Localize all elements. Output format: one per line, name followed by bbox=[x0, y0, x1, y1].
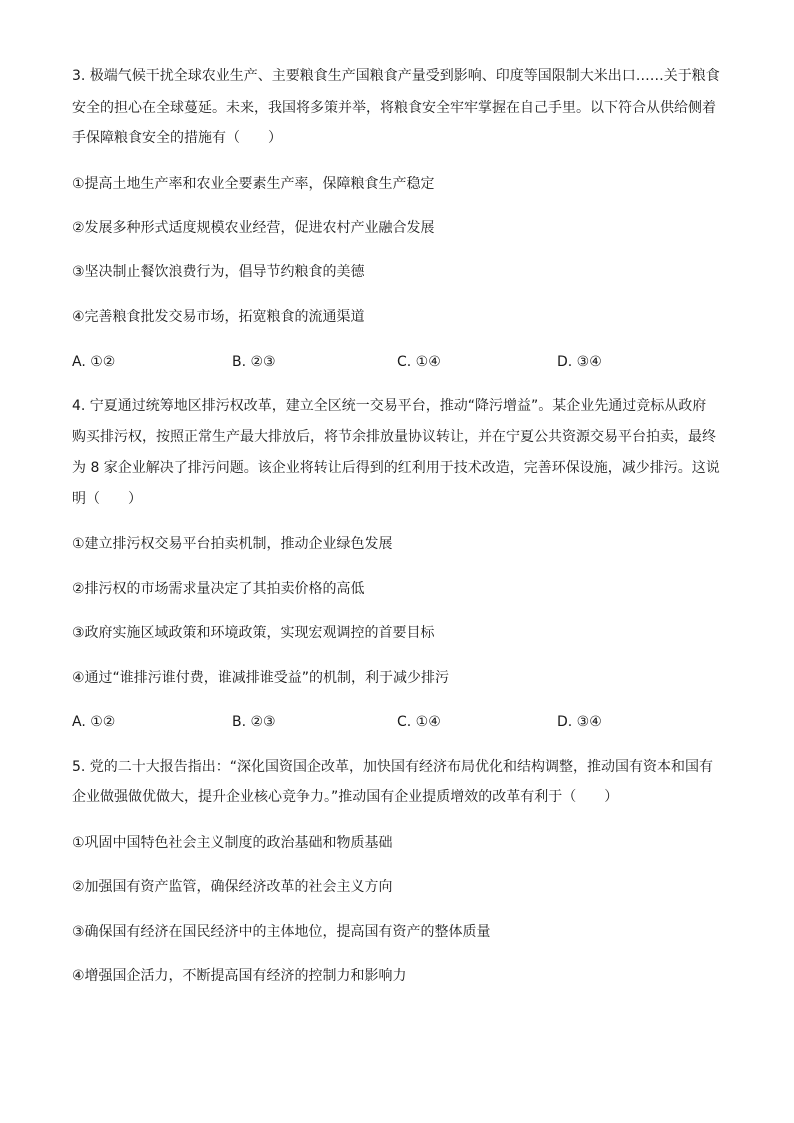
question-3-statement-1: ①提高土地生产率和农业全要素生产率，保障粮食生产稳定 bbox=[72, 176, 435, 192]
question-4-stem-line-4: 明（ ） bbox=[72, 491, 142, 507]
question-3-stem-line-3: 手保障粮食安全的措施有（ ） bbox=[72, 130, 282, 146]
question-3-statement-3: ③坚决制止餐饮浪费行为，倡导节约粮食的美德 bbox=[72, 264, 365, 280]
question-3-statement-2: ②发展多种形式适度规模农业经营，促进农村产业融合发展 bbox=[72, 220, 435, 236]
question-4-option-d: D. ③④ bbox=[557, 714, 602, 730]
question-5-statement-4: ④增强国企活力，不断提高国有经济的控制力和影响力 bbox=[72, 968, 407, 984]
question-3-option-b: B. ②③ bbox=[232, 354, 276, 370]
question-4-option-a: A. ①② bbox=[72, 714, 116, 730]
question-4-statement-4: ④通过“谁排污谁付费，谁减排谁受益”的机制，利于减少排污 bbox=[72, 670, 450, 686]
question-4-stem-line-2: 购买排污权，按照正常生产最大排放后，将节余排放量协议转让，并在宁夏公共资源交易平台拍卖，最终 bbox=[72, 429, 716, 445]
question-3-stem-line-2: 安全的担心在全球蔓延。未来，我国将多策并举，将粮食安全牢牢掌握在自己手里。以下符合从供给侧着 bbox=[72, 100, 716, 116]
question-5-stem-line-1: 5. 党的二十大报告指出：“深化国资国企改革，加快国有经济布局优化和结构调整，推动国有资本和国有 bbox=[72, 759, 714, 775]
question-4-statement-3: ③政府实施区域政策和环境政策，实现宏观调控的首要目标 bbox=[72, 625, 435, 641]
question-5-statement-2: ②加强国有资产监管，确保经济改革的社会主义方向 bbox=[72, 879, 393, 895]
question-3-stem-line-1: 3. 极端气候干扰全球农业生产、主要粮食生产国粮食产量受到影响、印度等国限制大米出口……关于粮食 bbox=[72, 68, 720, 84]
question-3-option-d: D. ③④ bbox=[557, 354, 602, 370]
question-5-statement-3: ③确保国有经济在国民经济中的主体地位，提高国有资产的整体质量 bbox=[72, 924, 491, 940]
question-3-option-a: A. ①② bbox=[72, 354, 116, 370]
question-4-stem-line-3: 为 8 家企业解决了排污问题。该企业将转让后得到的红利用于技术改造，完善环保设施，减少排污。这说 bbox=[72, 460, 720, 476]
question-4-stem-line-1: 4. 宁夏通过统筹地区排污权改革，建立全区统一交易平台，推动“降污增益”。某企业先通过竞标从政府 bbox=[72, 398, 707, 414]
question-4-statement-2: ②排污权的市场需求量决定了其拍卖价格的高低 bbox=[72, 581, 365, 597]
question-4-option-b: B. ②③ bbox=[232, 714, 276, 730]
question-5-statement-1: ①巩固中国特色社会主义制度的政治基础和物质基础 bbox=[72, 835, 393, 851]
question-3-statement-4: ④完善粮食批发交易市场，拓宽粮食的流通渠道 bbox=[72, 309, 365, 325]
question-3-option-c: C. ①④ bbox=[397, 354, 441, 370]
question-5-stem-line-2: 企业做强做优做大，提升企业核心竞争力。”推动国有企业提质增效的改革有利于（ ） bbox=[72, 789, 619, 805]
question-4-option-c: C. ①④ bbox=[397, 714, 441, 730]
question-4-statement-1: ①建立排污权交易平台拍卖机制，推动企业绿色发展 bbox=[72, 536, 393, 552]
